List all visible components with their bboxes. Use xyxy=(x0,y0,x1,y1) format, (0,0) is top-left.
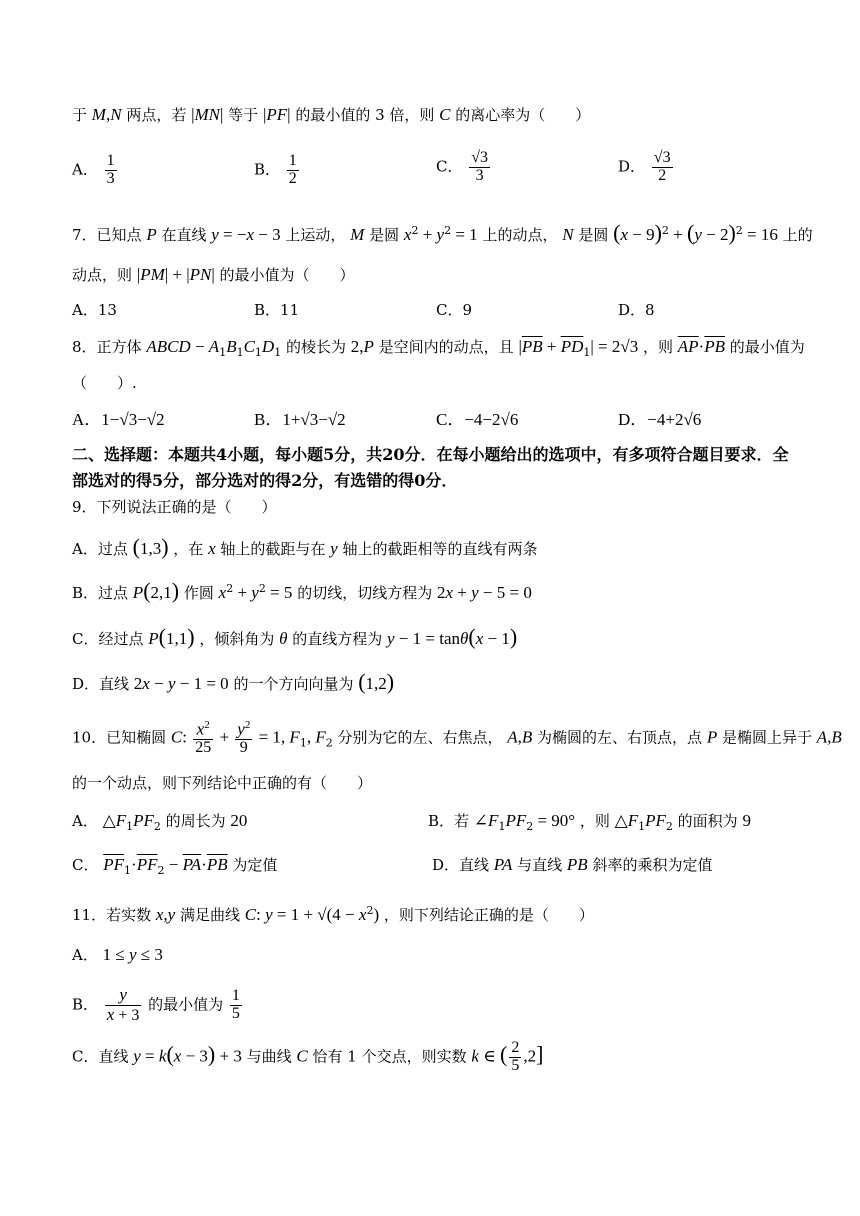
q10-stem-line1: 10．已知椭圆 C: $\frac{x^2}{25}$ + $\frac{y^2}{9}$ = 1, $F_1$, $F_2$ 分别为它的左、右焦点， A,B 为椭圆的左、右顶点，点 P 是椭圆上异于 A,B xyxy=(72,719,842,757)
q11-option-a: A． 1 ≤ y ≤ 3 xyxy=(72,945,163,964)
q9-option-a: A．过点 (1,3) ，在 x 轴上的截距与在 y 轴上的截距相等的直线有两条 xyxy=(72,534,538,559)
q6-option-b: B． $\frac{1}{2}$ xyxy=(254,152,297,187)
q10-option-b: B．若 $\angle F_1PF_2 = 90^\circ$ ，则 $\triangle F_1PF_2$ 的面积为 9 xyxy=(428,811,751,833)
q10-option-a: A． $\triangle F_1PF_2$ 的周长为 20 xyxy=(72,811,248,833)
q6-option-c: C． $\frac{√3}{3}$ xyxy=(436,149,489,184)
q10-stem-line2: 的一个动点，则下列结论中正确的有（ ） xyxy=(72,774,373,792)
q7-option-a: A．13 xyxy=(72,301,117,319)
q7-stem-line1: 7．已知点 P 在直线 y = −x − 3 上运动， M 是圆 $x^2 + y^2 = 1$ 上的动点， N 是圆 $(x - 9)^2 + (y - 2)^2 = 16$ 上的 xyxy=(72,220,813,245)
q8-option-b: B．1+√3−√2 xyxy=(254,410,346,429)
q8-stem-line2: （ ）. xyxy=(72,374,137,392)
q7-option-d: D．8 xyxy=(618,301,655,319)
q8-option-a: A．1−√3−√2 xyxy=(72,410,165,429)
q8-option-c: C．−4−2√6 xyxy=(436,410,519,429)
q7-option-b: B．11 xyxy=(254,301,300,319)
q7-stem-line2: 动点，则 |PM| + |PN| 的最小值为（ ） xyxy=(72,265,355,284)
q9-option-c: C．经过点 P(1,1) ，倾斜角为 θ 的直线方程为 y − 1 = tanθ(x − 1) xyxy=(72,624,518,649)
q8-option-d: D．−4+2√6 xyxy=(618,410,702,429)
q10-option-d: D．直线 PA 与直线 PB 斜率的乘积为定值 xyxy=(432,855,713,874)
q6-option-d: D． $\frac{√3}{2}$ xyxy=(618,149,671,184)
section2-heading: 二、选择题：本题共4小题，每小题5分，共20分．在每小题给出的选项中，有多项符合题目要求．全部选对的得5分，部分选对的得2分，有选错的得0分． xyxy=(72,445,789,490)
q6-option-a: A． $\frac{1}{3}$ xyxy=(72,152,115,187)
q11-stem: 11．若实数 x,y 满足曲线 C: $y = 1 + √(4 - x^2)$ ，则下列结论正确的是（ ） xyxy=(72,904,594,924)
q11-option-b: B． $\frac{y}{x + 3}$ 的最小值为 $\frac{1}{5}$ xyxy=(72,985,240,1024)
q10-option-c: C． $\overline{PF}_1\cdot\overline{PF}_2 - \overline{PA}\cdot\overline{PB}$ 为定值 xyxy=(72,855,278,877)
q11-option-c: C．直线 y = k(x − 3) + 3 与曲线 C 恰有 1 个交点，则实数 k ∈ ( $\frac{2}{5}$ ,2] xyxy=(72,1039,544,1074)
q6-stem-tail: 于 M,N 两点，若 |MN| 等于 |PF| 的最小值的 3 倍，则 C 的离心率为（ ） xyxy=(72,105,591,124)
q9-option-d: D．直线 2x − y − 1 = 0 的一个方向向量为 (1,2) xyxy=(72,669,395,694)
q9-option-b: B．过点 P(2,1) 作圆 $x^2 + y^2 = 5$ 的切线，切线方程为 2x + y − 5 = 0 xyxy=(72,578,532,603)
q7-option-c: C．9 xyxy=(436,301,473,319)
q9-stem: 9．下列说法正确的是（ ） xyxy=(72,498,277,516)
q8-stem-line1: 8．正方体 ABCD − $A_1B_1C_1D_1$ 的棱长为 2,P 是空间内的动点，且 $|\overline{PB} + \overline{PD}_1| = 2√3$ ，则 $\overline{AP}\cdot\overline{PB}$ 的最小值为 xyxy=(72,337,805,359)
